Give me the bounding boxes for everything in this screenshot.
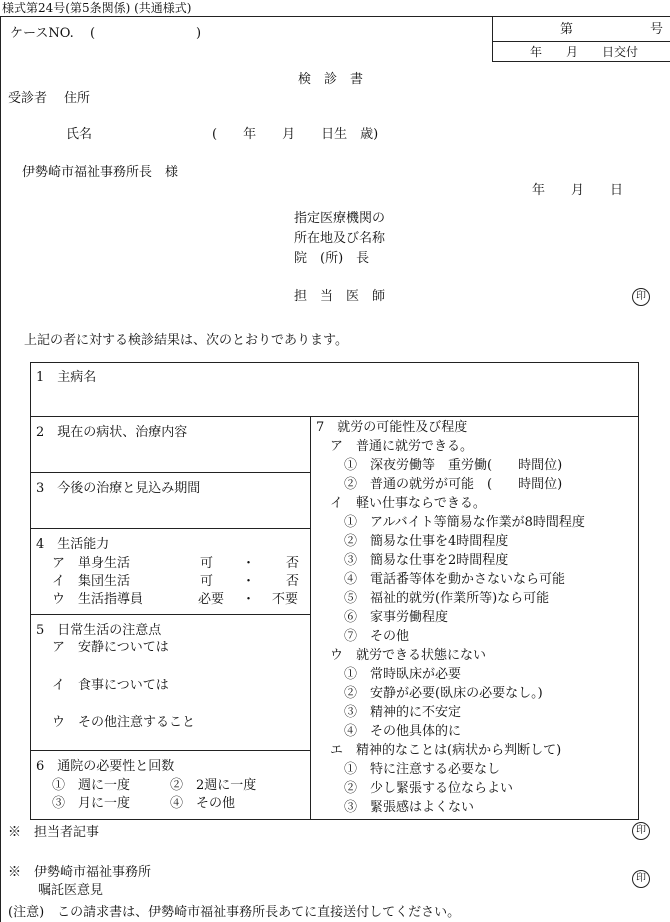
- number-dai: 第: [560, 22, 574, 37]
- s4-row-option-b: 否: [286, 574, 300, 589]
- s4-row-option-a: 必要: [198, 592, 225, 607]
- section2-title: 2 現在の病状、治療内容: [36, 425, 188, 440]
- s4-row-dot: ・: [242, 592, 256, 607]
- s7-i3: ③ 簡易な仕事を2時間程度: [344, 553, 509, 568]
- patient-label: 受診者: [8, 91, 48, 106]
- section6-title: 6 通院の必要性と回数: [36, 759, 175, 774]
- case-no-label: ケースNO.: [10, 26, 74, 41]
- section4-title: 4 生活能力: [36, 537, 110, 552]
- s7-e: エ 精神的なことは(病状から判断して): [330, 743, 562, 758]
- institution-line3: 院 (所) 長: [294, 251, 370, 266]
- s7-a1: ① 深夜労働等 重労働( 時間位): [344, 458, 563, 473]
- s7-i7: ⑦ その他: [344, 629, 410, 644]
- issue-date: 年 月 日: [532, 183, 624, 198]
- s7-u3: ③ 精神的に不安定: [344, 705, 462, 720]
- document-title: 検 診 書: [298, 72, 364, 87]
- number-go: 号: [650, 22, 664, 37]
- case-no-paren-open: (: [90, 26, 96, 41]
- section5-title: 5 日常生活の注意点: [36, 623, 162, 638]
- patient-address-label: 住所: [64, 91, 91, 106]
- s7-u1: ① 常時臥床が必要: [344, 667, 462, 682]
- s6-option-2: ② 2週に一度: [170, 778, 257, 793]
- s7-e2: ② 少し緊張する位ならよい: [344, 781, 514, 796]
- patient-birth: ( 年 月 日生 歳): [212, 127, 379, 142]
- s7-a2: ② 普通の就労が可能 ( 時間位): [344, 477, 563, 492]
- column-divider: [310, 416, 311, 820]
- row-divider: [30, 528, 310, 529]
- s4-row-label: ウ 生活指導員: [52, 592, 144, 607]
- s5-rest: ア 安静については: [52, 640, 169, 655]
- s4-row-label: ア 単身生活: [52, 556, 131, 571]
- seal-office-icon: 印: [632, 870, 650, 888]
- s4-row-dot: ・: [242, 556, 256, 571]
- s7-u4: ④ その他具体的に: [344, 724, 462, 739]
- note-tanto: ※ 担当者記事: [8, 825, 100, 840]
- row-divider: [30, 472, 310, 473]
- s4-row-option-b: 不要: [272, 592, 299, 607]
- intro-text: 上記の者に対する検診結果は、次のとおりであります。: [24, 333, 348, 348]
- s4-row-option-a: 可: [200, 556, 214, 571]
- row-divider: [30, 750, 310, 751]
- number-box-divider: [492, 41, 670, 42]
- s6-option-3: ③ 月に一度: [52, 796, 131, 811]
- case-no-paren-close: ): [196, 26, 202, 41]
- s6-option-1: ① 週に一度: [52, 778, 131, 793]
- section7-title: 7 就労の可能性及び程度: [316, 420, 468, 435]
- note-office: ※ 伊勢崎市福祉事務所: [8, 865, 152, 880]
- s7-i5: ⑤ 福祉的就労(作業所等)なら可能: [344, 591, 550, 606]
- issue-date-delivered: 年 月 日交付: [530, 45, 639, 59]
- s7-i1: ① アルバイト等簡易な作業が8時間程度: [344, 515, 585, 530]
- s7-i: イ 軽い仕事ならできる。: [330, 496, 486, 511]
- s5-meal: イ 食事については: [52, 678, 169, 693]
- section1-title: 1 主病名: [36, 370, 97, 385]
- form-id: 様式第24号(第5条関係) (共通様式): [2, 1, 192, 15]
- s7-i6: ⑥ 家事労働程度: [344, 610, 449, 625]
- institution-line2: 所在地及び名称: [294, 231, 386, 246]
- seal-doctor-icon: 印: [632, 288, 650, 306]
- s4-row-label: イ 集団生活: [52, 574, 131, 589]
- s4-row-option-a: 可: [200, 574, 214, 589]
- doctor-label: 担 当 医 師: [294, 289, 386, 304]
- addressee: 伊勢崎市福祉事務所長 様: [22, 165, 179, 180]
- s7-i4: ④ 電話番等体を動かさないなら可能: [344, 572, 566, 587]
- s4-row-option-b: 否: [286, 556, 300, 571]
- s7-e1: ① 特に注意する必要なし: [344, 762, 501, 777]
- patient-name-label: 氏名: [66, 127, 93, 142]
- row-divider: [30, 416, 639, 417]
- s4-row-dot: ・: [242, 574, 256, 589]
- s5-other: ウ その他注意すること: [52, 715, 196, 730]
- s6-option-4: ④ その他: [170, 796, 236, 811]
- footer-note: (注意) この請求書は、伊勢崎市福祉事務所長あてに直接送付してください。: [8, 905, 461, 920]
- note-office-opinion: 嘱託医意見: [38, 883, 104, 898]
- seal-tanto-icon: 印: [632, 822, 650, 840]
- section3-title: 3 今後の治療と見込み期間: [36, 481, 201, 496]
- s7-a: ア 普通に就労できる。: [330, 439, 474, 454]
- s7-e3: ③ 緊張感はよくない: [344, 800, 475, 815]
- s7-u: ウ 就労できる状態にない: [330, 648, 487, 663]
- s7-i2: ② 簡易な仕事を4時間程度: [344, 534, 509, 549]
- s7-u2: ② 安静が必要(臥床の必要なし。): [344, 686, 543, 701]
- row-divider: [30, 614, 310, 615]
- institution-line1: 指定医療機関の: [294, 211, 386, 226]
